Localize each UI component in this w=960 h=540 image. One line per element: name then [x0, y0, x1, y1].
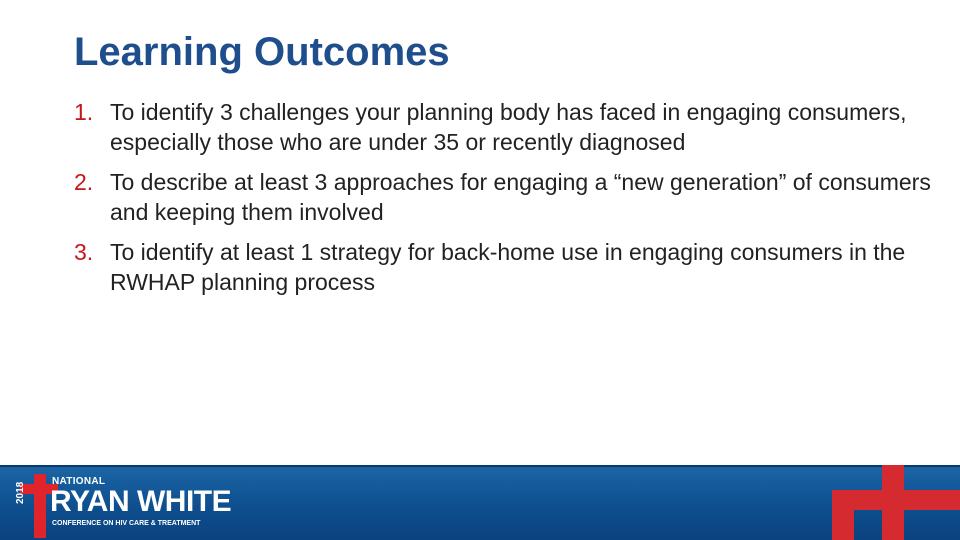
- logo-national: NATIONAL: [52, 476, 106, 487]
- list-item-text: To identify 3 challenges your planning body has faced in engaging consumers, especially those who are under 35 or recently diagnosed: [110, 99, 907, 155]
- red-cross-decoration: [832, 465, 960, 540]
- cross-horizontal-bar: [832, 490, 960, 510]
- list-item-number: 2.: [74, 169, 94, 195]
- list-item: [74, 237, 934, 297]
- footer-divider: [0, 465, 960, 467]
- learning-outcomes-list: [74, 97, 934, 307]
- list-item-number: 3.: [74, 239, 94, 265]
- list-item: [74, 97, 934, 157]
- logo-subtitle: CONFERENCE ON HIV CARE & TREATMENT: [52, 520, 201, 527]
- logo-year: 2018: [15, 481, 26, 504]
- list-item-text: To identify at least 1 strategy for back-home use in engaging consumers in the RWHAP planning process: [110, 239, 906, 295]
- conference-logo: [12, 468, 232, 538]
- cross-corner-bar: [832, 510, 854, 540]
- list-item-number: 1.: [74, 99, 94, 125]
- list-item: [74, 167, 934, 227]
- list-item-text: To describe at least 3 approaches for engaging a “new generation” of consumers and keeping them involved: [110, 169, 931, 225]
- logo-name: RYAN WHITE: [50, 485, 232, 518]
- slide-title: Learning Outcomes: [74, 30, 450, 74]
